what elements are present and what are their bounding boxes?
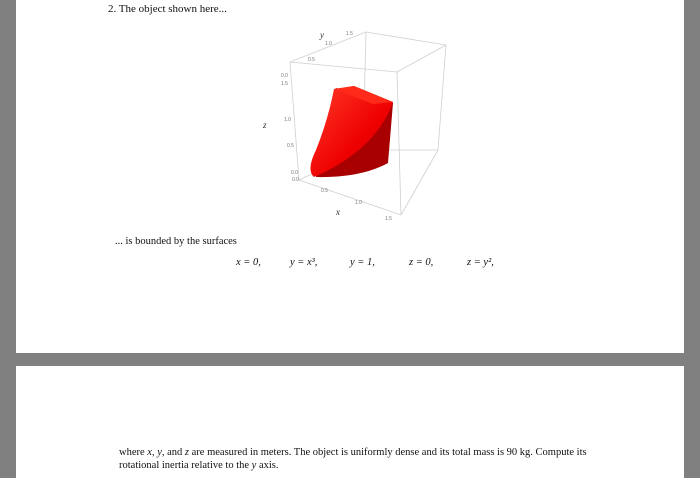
page-top — [16, 0, 684, 353]
equation-z-0: z = 0, — [409, 257, 434, 268]
equation-y-1: y = 1, — [350, 257, 375, 268]
x-tick: 0.0 — [292, 177, 299, 183]
3d-figure — [16, 0, 684, 230]
text-segment: , — [151, 447, 158, 458]
z-tick: 1.5 — [281, 81, 288, 87]
x-tick: 1.5 — [385, 216, 392, 222]
equation-z-y-squared: z = y², — [467, 257, 494, 268]
var-z: z — [184, 447, 190, 458]
z-tick: 1.0 — [284, 117, 291, 123]
problem-statement — [119, 446, 619, 472]
y-tick: 1.5 — [346, 31, 353, 37]
z-tick: 0.5 — [287, 143, 294, 149]
problem-title: 2. The object shown here... — [108, 3, 227, 15]
x-tick: 0.5 — [321, 188, 328, 194]
x-tick: 1.0 — [355, 200, 362, 206]
bounded-by-text: ... is bounded by the surfaces — [115, 236, 237, 247]
text-segment: are measured in meters. The object is uniformly dense and its total mass is 90 kg. Compute its rotational inertia relative to the — [119, 447, 587, 471]
var-x: x — [147, 447, 152, 458]
red-solid — [310, 86, 393, 177]
var-y-axis: y — [251, 460, 257, 471]
axis-x-label: x — [336, 207, 340, 217]
y-tick: 0.5 — [308, 57, 315, 63]
z-tick: 0.0 — [291, 170, 298, 176]
equation-y-x-cubed: y = x³, — [290, 257, 318, 268]
top-corner-tick: 0.0 — [281, 73, 288, 79]
text-segment: axis. — [256, 460, 279, 471]
text-segment: where — [119, 447, 148, 458]
y-tick: 1.0 — [325, 41, 332, 47]
var-y: y — [157, 447, 162, 458]
equation-x-0: x = 0, — [236, 257, 261, 268]
text-segment: , and — [161, 447, 185, 458]
axis-y-label: y — [320, 30, 324, 40]
page-bottom — [16, 366, 684, 478]
axis-z-label: z — [263, 120, 267, 130]
